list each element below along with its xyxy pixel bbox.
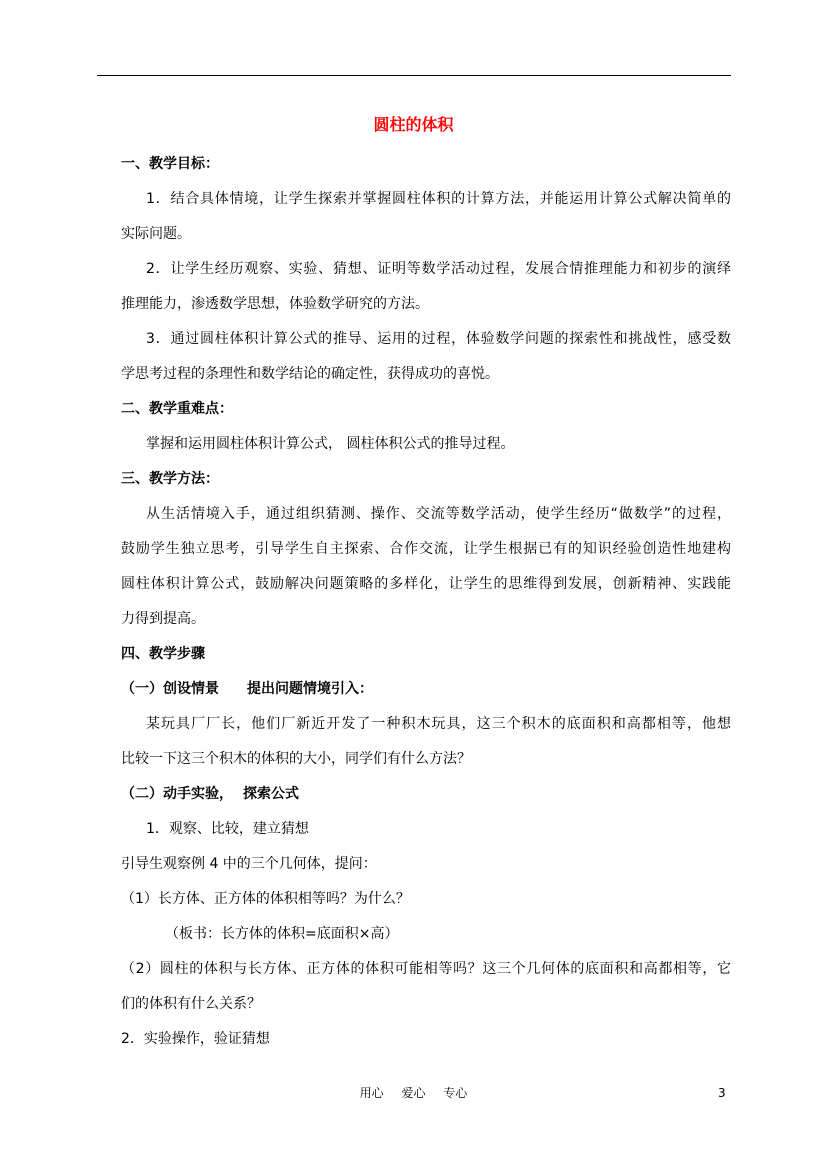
step-heading-part: （二）动手实验， [121,786,233,802]
section-heading-objectives: 一、教学目标： [121,156,219,172]
paragraph-line: 某玩具厂厂长，他们厂新近开发了一种积木玩具，这三个积木的底面积和高都相等，他想 [146,716,731,732]
section-heading-key-points: 二、教学重难点： [121,401,233,417]
step-heading-part: 提出问题情境引入： [247,681,373,697]
question-line: 们的体积有什么关系？ [121,996,261,1012]
paragraph-line: 力得到提高。 [121,611,205,627]
step-heading-1 [121,677,731,712]
paragraph-line: 鼓励学生独立思考，引导学生自主探索、合作交流，让学生根据已有的知识经验创造性地建构 [121,541,731,557]
section-heading-methods: 三、教学方法： [121,471,219,487]
step-heading-2 [121,782,731,817]
page-title: 圆柱的体积 [373,115,454,134]
section-heading-steps: 四、教学步骤 [121,646,205,662]
paragraph-line: 掌握和运用圆柱体积计算公式， 圆柱体积公式的推导过程。 [146,436,515,452]
paragraph-line: 比较一下这三个积木的体积的大小，同学们有什么方法？ [121,751,471,767]
document-body [121,152,731,1062]
paragraph-line: 2．让学生经历观察、实验、猜想、证明等数学活动过程，发展合情推理能力和初步的演绎 [146,261,731,277]
step-heading-part: （一）创设情景 [121,681,219,697]
paragraph-line: 学思考过程的条理性和数学结论的确定性，获得成功的喜悦。 [121,366,499,382]
paragraph-line: 从生活情境入手，通过组织猜测、操作、交流等数学活动，使学生经历“做数学”的过程， [146,506,731,522]
header-rule [97,75,731,76]
paragraph-line: 引导生观察例 4 中的三个几何体，提问： [121,856,377,872]
question-line: （2）圆柱的体积与长方体、正方体的体积可能相等吗？这三个几何体的底面积和高都相等，它 [121,961,731,977]
paragraph-line: 2．实验操作，验证猜想 [121,1031,270,1047]
paragraph-line: 3．通过圆柱体积计算公式的推导、运用的过程，体验数学问题的探索性和挑战性，感受数 [146,331,731,347]
paragraph-line: 圆柱体积计算公式，鼓励解决问题策略的多样化，让学生的思维得到发展，创新精神、实践能 [121,576,731,592]
paragraph-line: 实际问题。 [121,226,191,242]
paragraph-line: 1．观察、比较，建立猜想 [146,821,309,837]
step-heading-part: 探索公式 [243,786,299,802]
board-note: （板书：长方体的体积=底面积×高） [165,926,399,942]
paragraph-line: 推理能力，渗透数学思想，体验数学研究的方法。 [121,296,429,312]
paragraph-line: 1．结合具体情境，让学生探索并掌握圆柱体积的计算方法，并能运用计算公式解决简单的 [146,191,731,207]
question-line: （1）长方体、正方体的体积相等吗？为什么？ [121,891,410,907]
page-number: 3 [718,1086,726,1100]
page-footer: 用心 爱心 专心 [359,1086,468,1100]
